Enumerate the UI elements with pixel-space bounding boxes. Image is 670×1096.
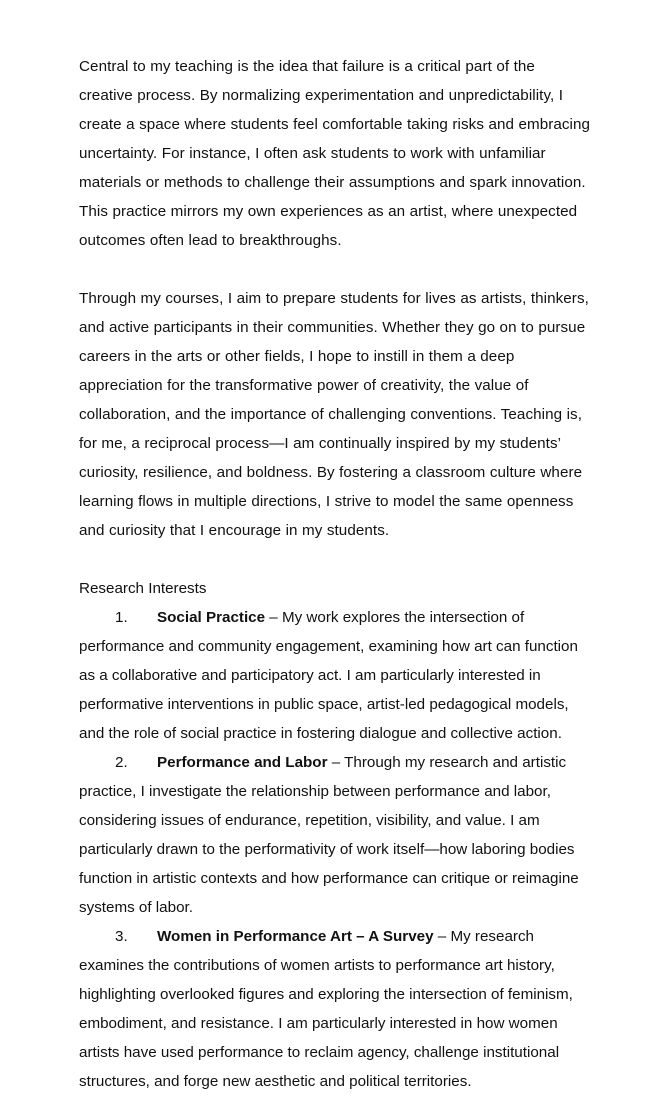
research-interest-body-2: – Through my research and artistic practice, I investigate the relationship between performance and labor, considering issues of endurance, repetition, visibility, and value. I am particularly drawn to the performativity of work itself—how laboring bodies function in artistic contexts and how performance can critique or reimagine systems of labor. [79, 754, 579, 916]
list-number-3: 3. [115, 928, 128, 945]
document-body [79, 52, 591, 1096]
research-interest-item-2 [79, 748, 591, 922]
research-interest-item-3 [79, 922, 591, 1096]
research-interest-body-1: – My work explores the intersection of performance and community engagement, examining how art can function as a collaborative and participatory act. I am particularly interested in performative interventions in public space, artist-led pedagogical models, and the role of social practice in fostering dialogue and collective action. [79, 609, 578, 742]
research-interest-body-3: – My research examines the contributions of women artists to performance art history, highlighting overlooked figures and exploring the intersection of feminism, embodiment, and resistance. I am particularly interested in how women artists have used performance to reclaim agency, challenge institutional structures, and forge new aesthetic and political territories. [79, 928, 573, 1090]
paragraph-teaching-philosophy-failure: Central to my teaching is the idea that failure is a critical part of the creative process. By normalizing experimentation and unpredictability, I create a space where students feel comfortable taking risks and embracing uncertainty. For instance, I often ask students to work with unfamiliar materials or methods to challenge their assumptions and spark innovation. This practice mirrors my own experiences as an artist, where unexpected outcomes often lead to breakthroughs. [79, 58, 591, 249]
research-interest-title-3: Women in Performance Art – A Survey [157, 928, 434, 945]
list-number-2: 2. [115, 754, 128, 771]
list-number-1: 1. [115, 609, 128, 626]
research-interest-title-1: Social Practice [157, 609, 266, 626]
paragraph-teaching-philosophy-goals: Through my courses, I aim to prepare students for lives as artists, thinkers, and active participants in their communities. Whether they go on to pursue careers in the arts or other fields, I hope to instill in them a deep appreciation for the transformative power of creativity, the value of collaboration, and the importance of challenging conventions. Teaching is, for me, a reciprocal process—I am continually inspired by my students’ curiosity, resilience, and boldness. By fostering a classroom culture where learning flows in multiple directions, I strive to model the same openness and curiosity that I encourage in my students. [79, 290, 589, 539]
research-interest-title-2: Performance and Labor [157, 754, 328, 771]
section-heading-research-interests: Research Interests [79, 580, 207, 597]
research-interest-item-1 [79, 603, 591, 748]
